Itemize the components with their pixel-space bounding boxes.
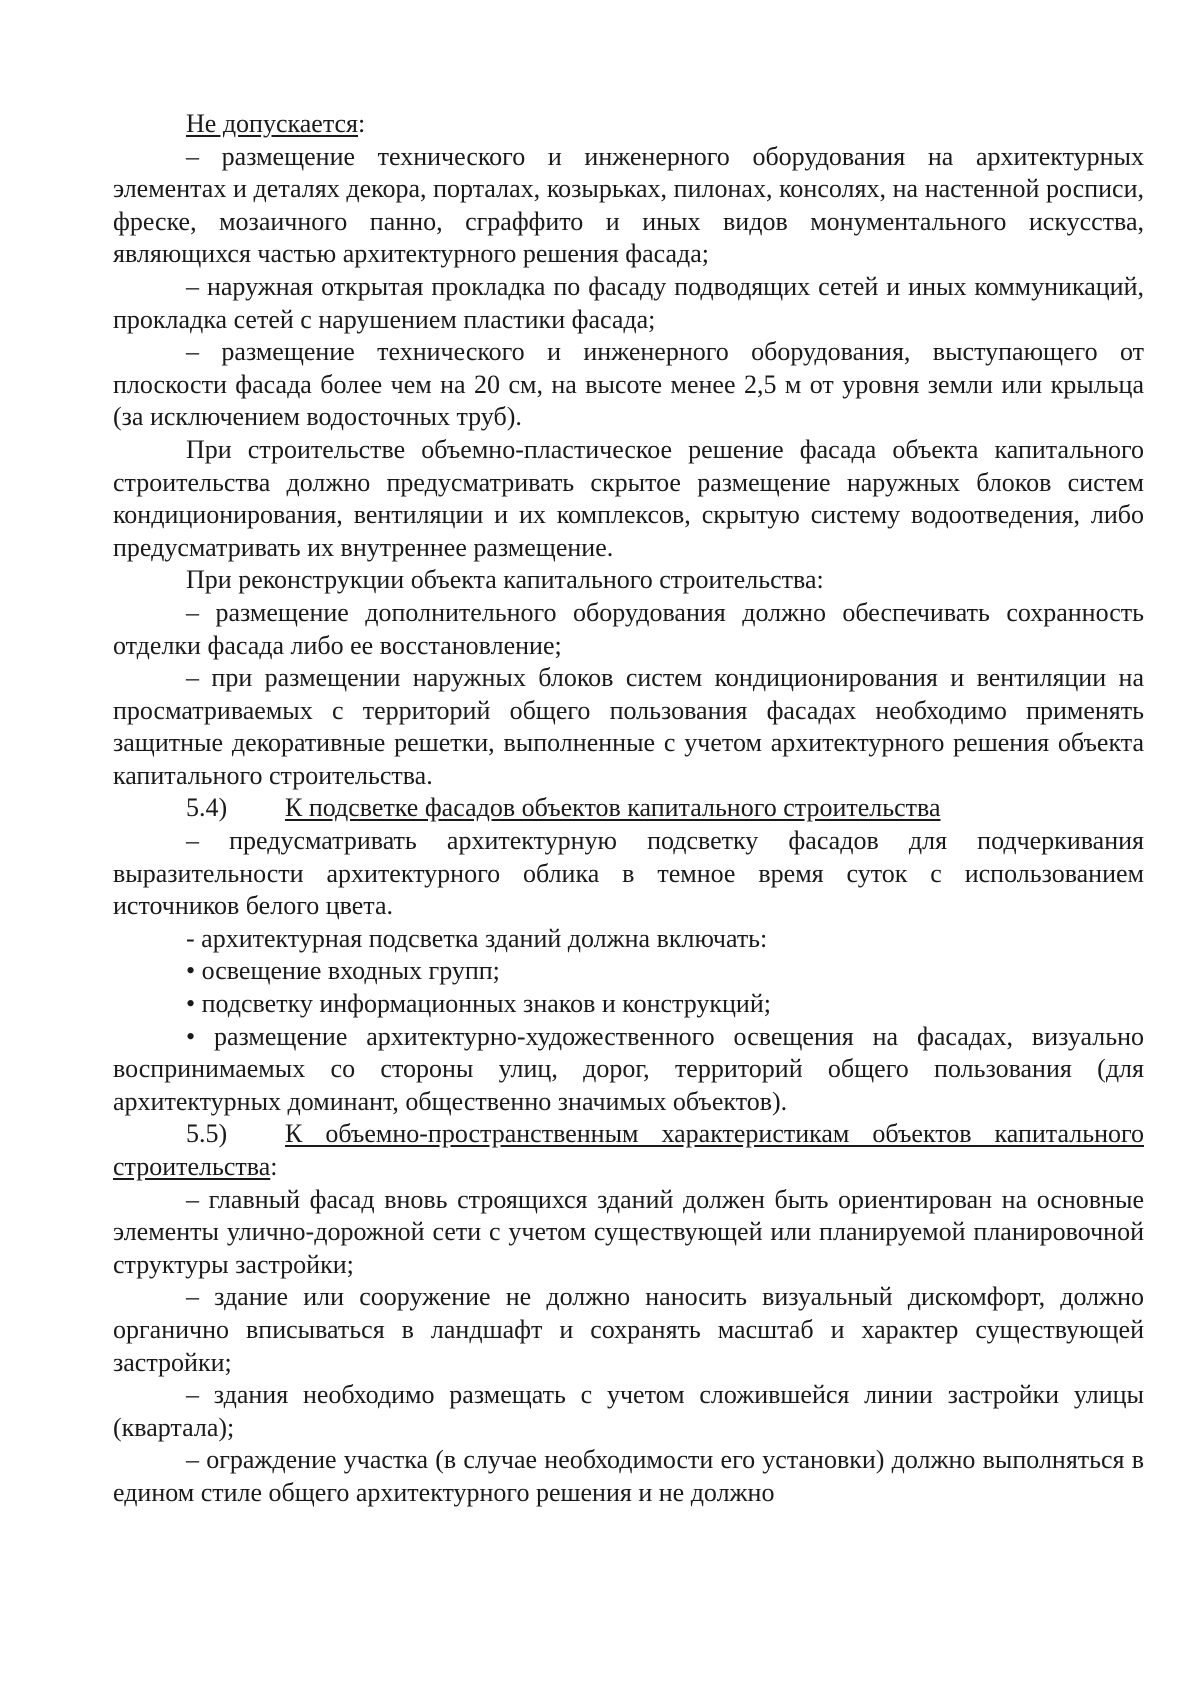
section-5-4-item-3: • освещение входных групп; <box>186 956 500 986</box>
section-5-4-item-5: • размещение архитектурно-художественного освещения на фасадах, визуально воспринимаемых со стороны улиц, дорог, территорий общего пользования (для архитектурных доминант, общественно значимых объектов). <box>113 1021 1144 1116</box>
section-5-4-item-2: - архитектурная подсветка зданий должна включать: <box>186 923 768 953</box>
construction-paragraph: При строительстве объемно-пластическое решение фасада объекта капитального строительства должно предусматривать скрытое размещение наружных блоков систем кондиционирования, вентиляции и их комплексов, скрытую систему водоотведения, либо предусматривать их внутреннее размещение. <box>113 434 1144 562</box>
not-allowed-item-3: – размещение технического и инженерного оборудования, выступающего от плоскости фасада более чем на 20 см, на высоте менее 2,5 м от уровня земли или крыльца (за исключением водосточных труб). <box>113 337 1144 432</box>
section-title: К объемно-пространственным характеристикам объектов капитального строительства <box>113 1119 1144 1181</box>
section-number: 5.4) <box>186 793 228 823</box>
section-number: 5.5) <box>186 1119 228 1149</box>
section-5-5-heading: 5.5) К объемно-пространственным характеристикам объектов капитального строительства: <box>113 1119 1144 1181</box>
section-5-5-item-1: – главный фасад вновь строящихся зданий должен быть ориентирован на основные элементы улично-дорожной сети с учетом существующей или планируемой планировочной структуры застройки; <box>113 1184 1144 1279</box>
not-allowed-item-1: – размещение технического и инженерного оборудования на архитектурных элементах и деталях декора, порталах, козырьках, пилонах, консолях, на настенной росписи, фреске, мозаичного панно, сграффито и иных видов монументального искусства, являющихся частью архитектурного решения фасада; <box>113 141 1144 269</box>
section-5-5-item-4: – ограждение участка (в случае необходимости его установки) должно выполняться в едином стиле общего архитектурного решения и не должно <box>113 1445 1144 1507</box>
section-5-5-item-2: – здание или сооружение не должно наносить визуальный дискомфорт, должно органично вписываться в ландшафт и сохранять масштаб и характер существующей застройки; <box>113 1282 1144 1377</box>
not-allowed-item-2: – наружная открытая прокладка по фасаду подводящих сетей и иных коммуникаций, прокладка сетей с нарушением пластики фасада; <box>113 271 1144 334</box>
section-5-4-heading <box>113 792 1144 825</box>
section-5-4-item-1: – предусматривать архитектурную подсветку фасадов для подчеркивания выразительности архитектурного облика в темное время суток с использованием источников белого цвета. <box>113 826 1144 921</box>
reconstruction-item-2: – при размещении наружных блоков систем кондиционирования и вентиляции на просматриваемых с территорий общего пользования фасадах необходимо применять защитные декоративные решетки, выполненные с учетом архитектурного решения объекта капитального строительства. <box>113 663 1144 790</box>
reconstruction-intro: При реконструкции объекта капитального строительства: <box>186 565 824 595</box>
section-5-4-item-4: • подсветку информационных знаков и конструкций; <box>186 989 771 1019</box>
not-allowed-heading: Не допускается: <box>186 109 366 138</box>
reconstruction-item-1: – размещение дополнительного оборудования должно обеспечивать сохранность отделки фасада либо ее восстановление; <box>113 597 1144 660</box>
section-title: К подсветке фасадов объектов капитального строительства <box>285 793 941 823</box>
section-5-5-item-3: – здания необходимо размещать с учетом сложившейся линии застройки улицы (квартала); <box>113 1380 1144 1442</box>
